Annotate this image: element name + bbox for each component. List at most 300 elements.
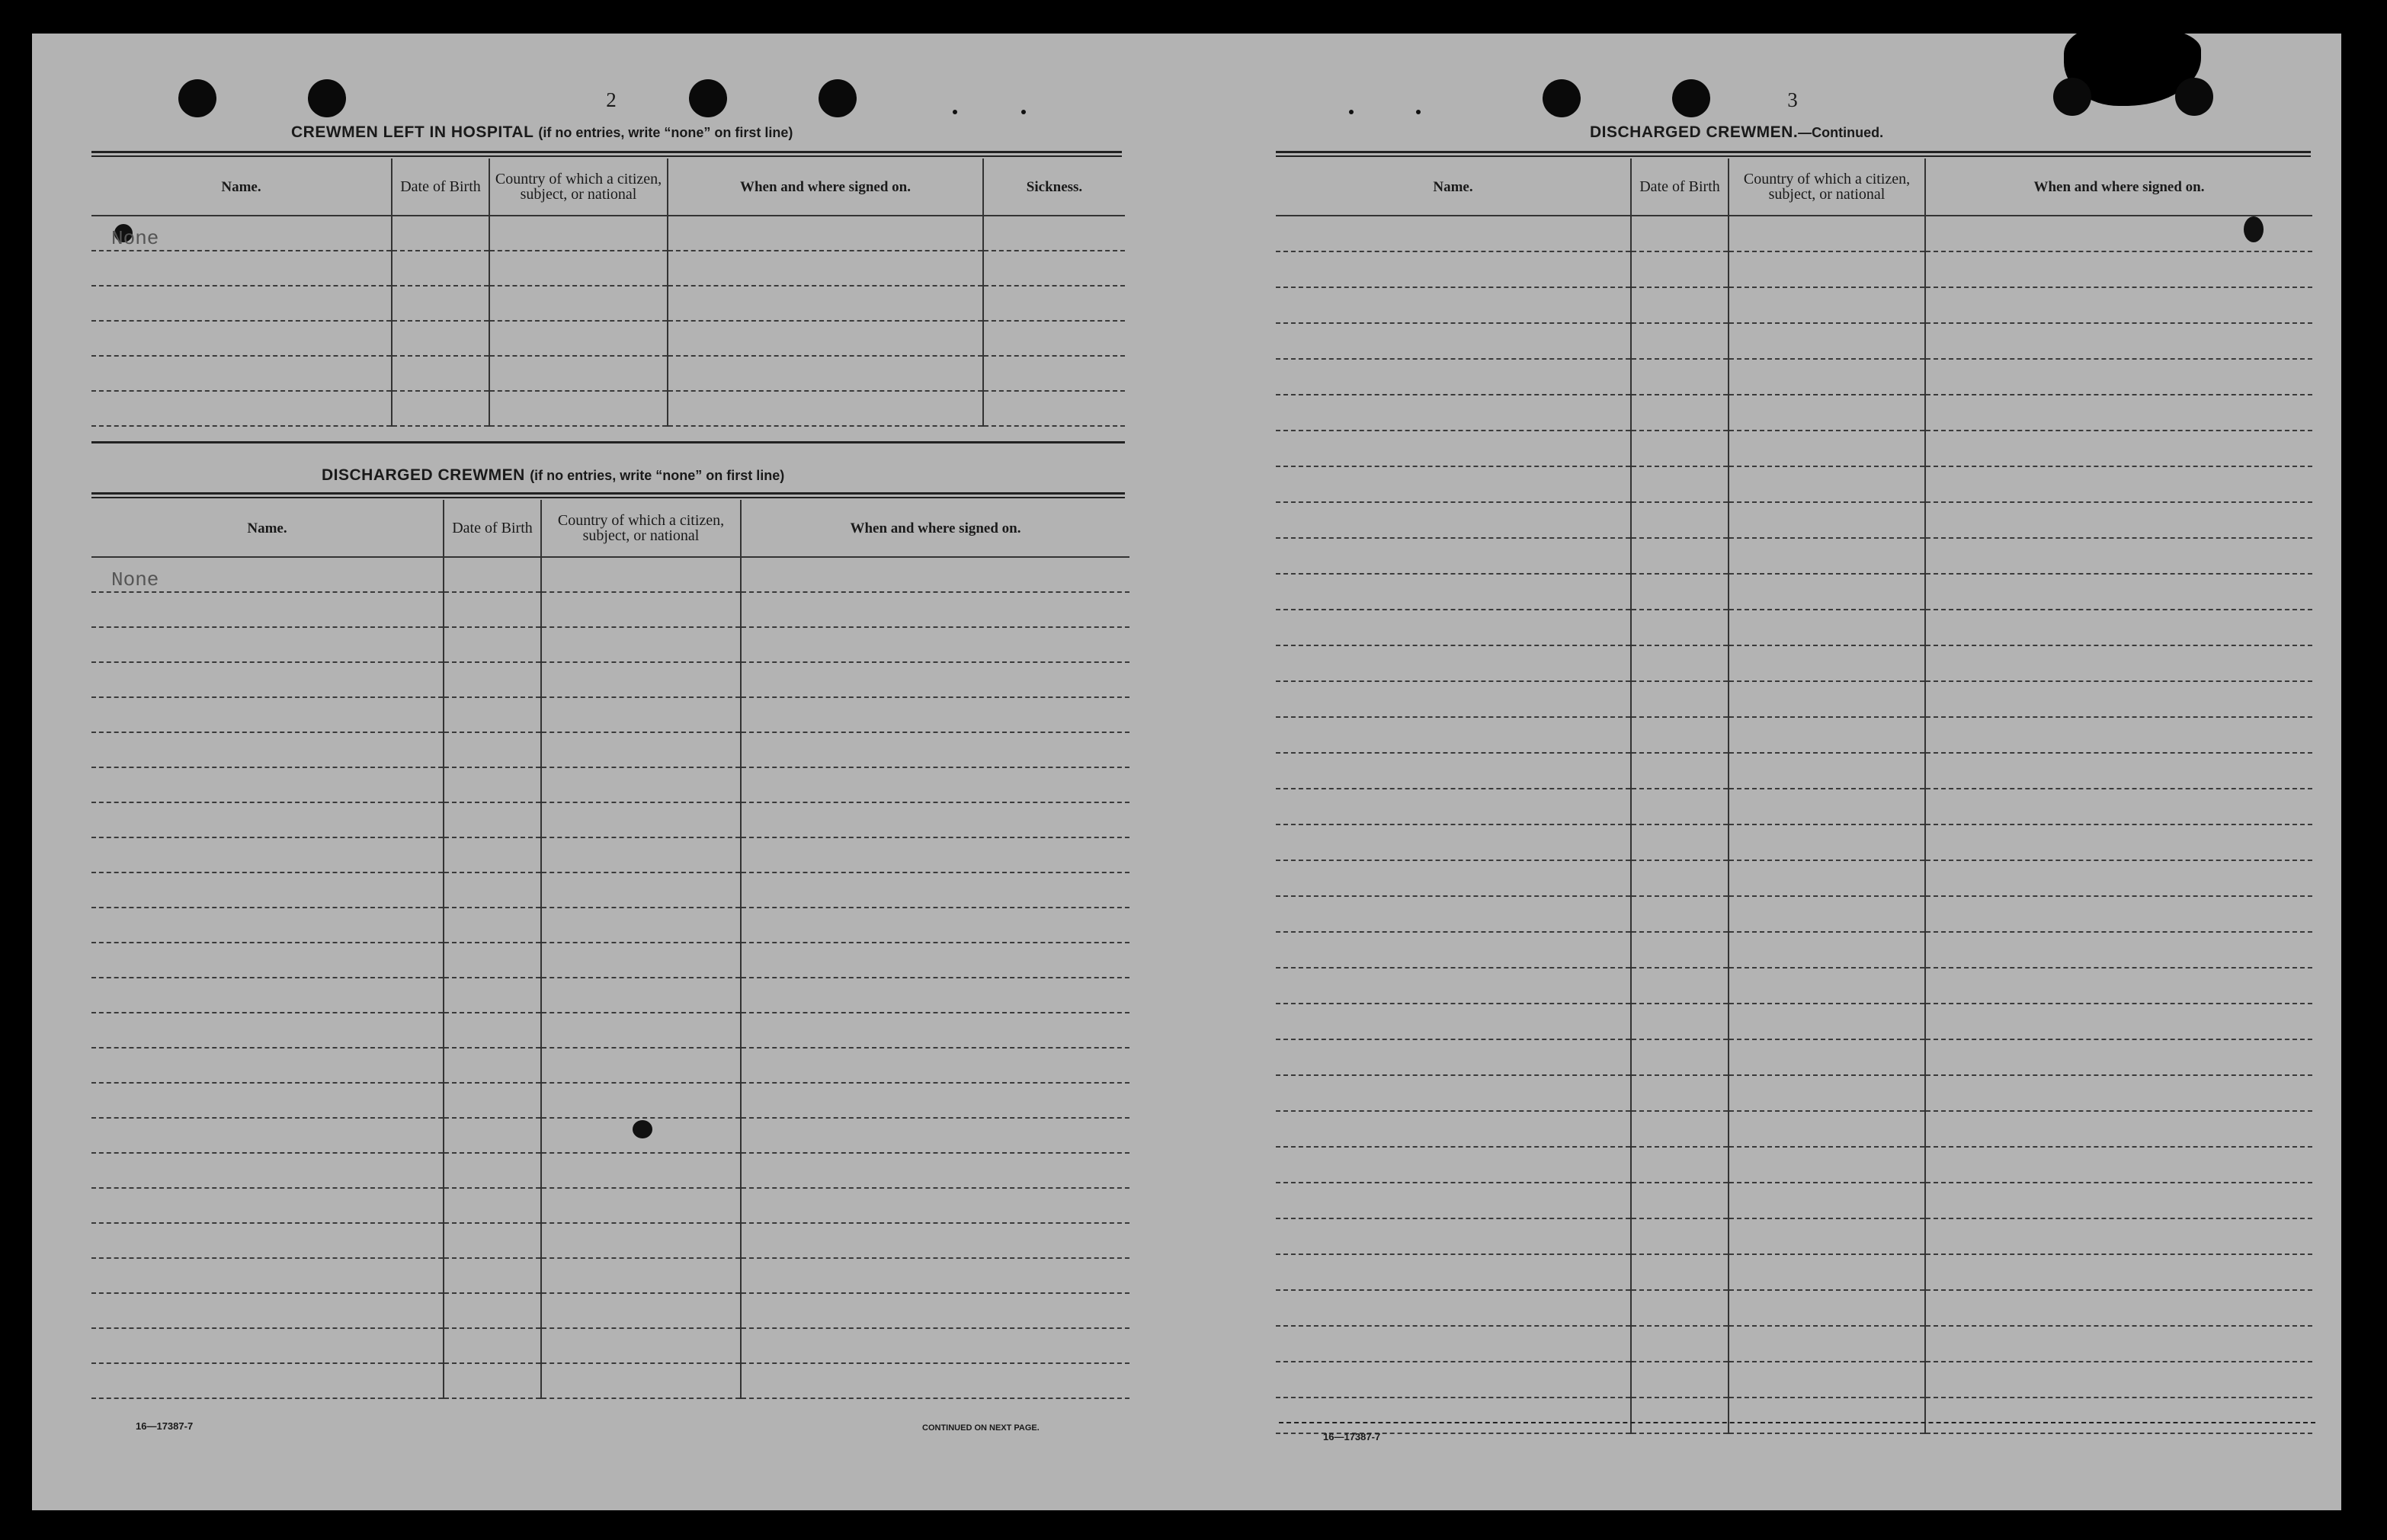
table-cell	[91, 356, 392, 391]
table-cell	[668, 251, 983, 286]
table-cell	[1631, 431, 1729, 466]
table-row	[91, 592, 1129, 627]
hospital-subtitle: (if no entries, write “none” on first line)	[538, 125, 793, 140]
table-cell	[1729, 789, 1925, 824]
discharged-continued-table	[1276, 158, 2312, 1434]
table-cell	[1729, 860, 1925, 896]
divider	[91, 155, 1122, 157]
table-cell	[1729, 502, 1925, 538]
table-row	[1276, 1326, 2312, 1362]
table-row	[91, 978, 1129, 1013]
table-cell	[1631, 1183, 1729, 1218]
table-cell	[1631, 1075, 1729, 1111]
hospital-section-title	[291, 123, 793, 142]
table-row	[1276, 1254, 2312, 1290]
table-cell	[444, 1083, 541, 1118]
table-cell	[91, 1188, 444, 1223]
table-cell	[1925, 466, 2312, 502]
form-number: 16—17387-7	[136, 1420, 194, 1432]
table-cell	[1729, 466, 1925, 502]
table-cell	[741, 872, 1129, 908]
table-cell	[741, 1118, 1129, 1153]
col-country: Country of which a citizen, subject, or national	[541, 500, 741, 557]
table-cell	[444, 697, 541, 732]
table-cell	[741, 802, 1129, 837]
col-name: Name.	[1276, 158, 1631, 216]
col-date-of-birth: Date of Birth	[1631, 158, 1729, 216]
table-cell	[1631, 1362, 1729, 1398]
table-cell	[541, 802, 741, 837]
table-cell	[541, 978, 741, 1013]
table-cell	[1729, 251, 1925, 287]
table-cell	[741, 557, 1129, 592]
table-cell	[741, 697, 1129, 732]
col-country: Country of which a citizen, subject, or national	[1729, 158, 1925, 216]
table-row	[91, 872, 1129, 908]
table-cell	[1925, 1398, 2312, 1433]
table-cell	[1925, 538, 2312, 574]
table-row	[1276, 789, 2312, 824]
table-cell	[741, 732, 1129, 767]
table-cell	[392, 391, 489, 426]
table-cell	[541, 1188, 741, 1223]
table-cell	[1925, 251, 2312, 287]
table-cell	[541, 943, 741, 978]
col-sickness: Sickness.	[983, 158, 1125, 216]
table-row	[1276, 466, 2312, 502]
table-cell	[1631, 502, 1729, 538]
table-cell	[1729, 645, 1925, 681]
table-cell	[1276, 216, 1631, 251]
table-cell	[1276, 251, 1631, 287]
table-cell	[1729, 287, 1925, 323]
table-cell	[741, 908, 1129, 943]
table-cell	[1276, 538, 1631, 574]
table-cell	[668, 286, 983, 321]
table-cell	[1925, 1362, 2312, 1398]
table-cell	[444, 1363, 541, 1398]
table-cell	[741, 1223, 1129, 1258]
table-cell	[1276, 610, 1631, 645]
table-cell	[541, 662, 741, 697]
table-cell	[1276, 681, 1631, 717]
table-cell	[444, 1188, 541, 1223]
table-row	[91, 802, 1129, 837]
table-cell	[444, 1223, 541, 1258]
table-cell	[983, 356, 1125, 391]
table-cell	[91, 1363, 444, 1398]
table-row	[1276, 717, 2312, 753]
table-cell	[741, 592, 1129, 627]
table-row	[1276, 610, 2312, 645]
table-row	[1276, 1147, 2312, 1183]
table-cell	[1631, 251, 1729, 287]
table-cell	[1729, 1326, 1925, 1362]
table-row	[1276, 645, 2312, 681]
continued-title: DISCHARGED CREWMEN.	[1590, 123, 1799, 141]
table-cell	[1729, 1398, 1925, 1433]
table-cell	[1729, 753, 1925, 789]
table-cell	[1631, 824, 1729, 860]
table-cell	[983, 321, 1125, 356]
table-cell	[444, 557, 541, 592]
table-cell	[91, 908, 444, 943]
table-cell	[1925, 1147, 2312, 1183]
table-cell	[741, 1293, 1129, 1328]
table-cell	[91, 286, 392, 321]
table-cell	[444, 1293, 541, 1328]
table-cell	[1276, 574, 1631, 610]
table-cell	[1729, 896, 1925, 932]
table-cell	[1925, 216, 2312, 251]
hospital-title: CREWMEN LEFT IN HOSPITAL	[291, 123, 534, 141]
table-cell	[91, 1153, 444, 1188]
table-cell	[1276, 1290, 1631, 1326]
table-row	[1276, 753, 2312, 789]
table-cell	[741, 1048, 1129, 1083]
table-cell	[91, 1048, 444, 1083]
table-row	[91, 908, 1129, 943]
table-row	[1276, 968, 2312, 1004]
table-row	[91, 251, 1125, 286]
table-cell	[1925, 1111, 2312, 1147]
table-cell	[1631, 323, 1729, 359]
table-cell	[1631, 216, 1729, 251]
table-cell	[91, 767, 444, 802]
table-cell	[1925, 287, 2312, 323]
table-cell	[91, 1013, 444, 1048]
table-cell	[741, 1258, 1129, 1293]
table-cell	[444, 627, 541, 662]
left-page	[32, 34, 1175, 1481]
table-cell	[1276, 1075, 1631, 1111]
table-cell	[1631, 789, 1729, 824]
table-cell	[1276, 1362, 1631, 1398]
table-row	[1276, 395, 2312, 431]
table-cell	[1276, 753, 1631, 789]
table-cell	[541, 767, 741, 802]
table-cell	[741, 1083, 1129, 1118]
divider	[1279, 1422, 2315, 1423]
table-row	[91, 391, 1125, 426]
table-cell	[444, 1153, 541, 1188]
col-name: Name.	[91, 158, 392, 216]
table-row	[1276, 502, 2312, 538]
table-row	[1276, 1218, 2312, 1254]
table-cell	[444, 1048, 541, 1083]
table-cell	[741, 1363, 1129, 1398]
table-cell	[1925, 502, 2312, 538]
table-cell	[1729, 717, 1925, 753]
table-cell	[1276, 466, 1631, 502]
table-cell	[1631, 860, 1729, 896]
table-row	[1276, 860, 2312, 896]
table-cell	[541, 1223, 741, 1258]
table-cell	[1729, 1111, 1925, 1147]
table-cell	[1631, 932, 1729, 968]
table-cell	[741, 1153, 1129, 1188]
table-cell	[91, 802, 444, 837]
hospital-table	[91, 158, 1125, 427]
table-cell	[91, 391, 392, 426]
table-cell	[1729, 932, 1925, 968]
table-cell	[1276, 1111, 1631, 1147]
table-cell	[1276, 645, 1631, 681]
table-cell	[741, 767, 1129, 802]
table-cell	[1925, 645, 2312, 681]
table-cell	[1729, 538, 1925, 574]
table-cell	[1276, 323, 1631, 359]
table-cell	[1729, 359, 1925, 395]
table-cell	[541, 908, 741, 943]
table-cell	[91, 251, 392, 286]
divider	[1276, 151, 2311, 153]
table-cell	[1729, 395, 1925, 431]
table-cell	[91, 978, 444, 1013]
table-cell	[1729, 968, 1925, 1004]
table-row	[91, 767, 1129, 802]
table-cell	[741, 1013, 1129, 1048]
table-cell	[1925, 789, 2312, 824]
table-row	[91, 662, 1129, 697]
page-number: 2	[606, 88, 617, 111]
col-signed-on: When and where signed on.	[1925, 158, 2312, 216]
table-cell	[1729, 323, 1925, 359]
table-cell: None	[91, 216, 392, 251]
table-cell	[1631, 645, 1729, 681]
table-cell	[668, 321, 983, 356]
table-cell	[1276, 502, 1631, 538]
table-cell: None	[91, 557, 444, 592]
col-signed-on: When and where signed on.	[668, 158, 983, 216]
table-row	[1276, 1183, 2312, 1218]
table-row	[1276, 431, 2312, 466]
table-cell	[1729, 1218, 1925, 1254]
table-row	[1276, 1362, 2312, 1398]
table-cell	[1276, 1326, 1631, 1362]
table-cell	[444, 978, 541, 1013]
table-cell	[91, 1118, 444, 1153]
table-cell	[741, 662, 1129, 697]
divider	[91, 497, 1125, 498]
table-cell	[489, 251, 668, 286]
table-cell	[1729, 1147, 1925, 1183]
table-cell	[1925, 824, 2312, 860]
table-cell	[741, 1328, 1129, 1363]
table-cell	[741, 978, 1129, 1013]
table-row	[1276, 1075, 2312, 1111]
table-cell	[1276, 1218, 1631, 1254]
continued-suffix: —Continued.	[1798, 125, 1884, 140]
table-cell	[541, 1258, 741, 1293]
table-cell	[541, 1118, 741, 1153]
table-cell	[1276, 395, 1631, 431]
table-row	[91, 557, 1129, 592]
table-row	[91, 1153, 1129, 1188]
table-cell	[1631, 359, 1729, 395]
table-cell	[1729, 1004, 1925, 1039]
table-cell	[741, 627, 1129, 662]
table-cell	[1925, 1326, 2312, 1362]
table-row	[1276, 216, 2312, 251]
table-cell	[1925, 395, 2312, 431]
table-cell	[1631, 1398, 1729, 1433]
table-cell	[1729, 574, 1925, 610]
table-cell	[1729, 216, 1925, 251]
table-cell	[1276, 717, 1631, 753]
table-cell	[1276, 789, 1631, 824]
table-cell	[541, 1328, 741, 1363]
table-cell	[541, 1048, 741, 1083]
table-cell	[91, 592, 444, 627]
table-cell	[1925, 968, 2312, 1004]
continued-section-title	[1590, 123, 1883, 142]
table-cell	[444, 1258, 541, 1293]
table-cell	[1729, 1290, 1925, 1326]
table-row	[91, 1223, 1129, 1258]
table-cell	[1631, 896, 1729, 932]
table-cell	[489, 286, 668, 321]
table-cell	[541, 592, 741, 627]
table-cell	[1631, 1326, 1729, 1362]
table-cell	[1276, 1004, 1631, 1039]
table-cell	[444, 662, 541, 697]
table-cell	[541, 557, 741, 592]
table-cell	[444, 1118, 541, 1153]
table-cell	[1729, 681, 1925, 717]
table-cell	[1276, 896, 1631, 932]
table-row	[1276, 287, 2312, 323]
divider	[91, 492, 1125, 495]
table-cell	[1276, 932, 1631, 968]
discharged-table	[91, 500, 1129, 1399]
table-cell	[1631, 1218, 1729, 1254]
table-cell	[1631, 466, 1729, 502]
table-cell	[91, 872, 444, 908]
table-row	[91, 697, 1129, 732]
table-cell	[1925, 323, 2312, 359]
table-cell	[983, 286, 1125, 321]
table-cell	[1925, 1254, 2312, 1290]
table-cell	[541, 1293, 741, 1328]
table-cell	[1631, 1111, 1729, 1147]
table-row	[91, 1188, 1129, 1223]
discharged-section-title	[322, 466, 784, 485]
table-cell	[541, 1153, 741, 1188]
table-cell	[444, 592, 541, 627]
table-cell	[444, 943, 541, 978]
table-cell	[1631, 1147, 1729, 1183]
table-row	[1276, 1039, 2312, 1075]
table-row	[91, 216, 1125, 251]
table-cell	[1631, 1039, 1729, 1075]
table-cell	[444, 767, 541, 802]
table-row	[91, 1048, 1129, 1083]
table-cell	[1925, 359, 2312, 395]
table-cell	[444, 732, 541, 767]
table-cell	[91, 1083, 444, 1118]
table-cell	[1276, 1039, 1631, 1075]
table-row	[91, 321, 1125, 356]
table-cell	[91, 943, 444, 978]
table-cell	[392, 251, 489, 286]
table-row	[1276, 896, 2312, 932]
table-cell	[444, 802, 541, 837]
table-cell	[392, 321, 489, 356]
table-row	[91, 1013, 1129, 1048]
table-cell	[489, 216, 668, 251]
table-row	[91, 627, 1129, 662]
col-country: Country of which a citizen, subject, or national	[489, 158, 668, 216]
table-cell	[1276, 1147, 1631, 1183]
table-cell	[91, 662, 444, 697]
form-number: 16—17387-7	[1323, 1431, 1381, 1442]
table-cell	[489, 391, 668, 426]
table-cell	[1925, 574, 2312, 610]
table-row	[1276, 359, 2312, 395]
table-cell	[1925, 1075, 2312, 1111]
col-name: Name.	[91, 500, 444, 557]
table-cell	[91, 1223, 444, 1258]
divider	[1276, 155, 2311, 157]
table-cell	[1631, 1290, 1729, 1326]
page-number: 3	[1787, 88, 1798, 111]
table-cell	[541, 732, 741, 767]
table-cell	[983, 216, 1125, 251]
table-cell	[444, 872, 541, 908]
table-row	[91, 1328, 1129, 1363]
table-cell	[91, 1258, 444, 1293]
table-row	[91, 732, 1129, 767]
col-date-of-birth: Date of Birth	[392, 158, 489, 216]
table-row	[1276, 323, 2312, 359]
table-cell	[1729, 1254, 1925, 1290]
table-cell	[1276, 287, 1631, 323]
table-cell	[91, 1328, 444, 1363]
table-cell	[1276, 1398, 1631, 1433]
table-cell	[1925, 1218, 2312, 1254]
table-cell	[91, 1293, 444, 1328]
table-row	[1276, 1398, 2312, 1433]
table-row	[1276, 1290, 2312, 1326]
table-cell	[983, 251, 1125, 286]
table-cell	[1631, 610, 1729, 645]
table-cell	[1276, 431, 1631, 466]
table-row	[91, 1083, 1129, 1118]
table-cell	[489, 321, 668, 356]
table-cell	[1925, 1039, 2312, 1075]
table-cell	[1276, 968, 1631, 1004]
table-cell	[1729, 824, 1925, 860]
discharged-title: DISCHARGED CREWMEN	[322, 466, 525, 484]
table-cell	[1276, 1183, 1631, 1218]
table-cell	[444, 1013, 541, 1048]
table-cell	[1631, 717, 1729, 753]
table-cell	[1631, 287, 1729, 323]
table-row	[91, 837, 1129, 872]
table-cell	[1925, 1183, 2312, 1218]
table-cell	[1631, 968, 1729, 1004]
table-cell	[1925, 932, 2312, 968]
table-row	[1276, 574, 2312, 610]
discharged-subtitle: (if no entries, write “none” on first line)	[530, 468, 785, 483]
table-cell	[541, 697, 741, 732]
table-cell	[1925, 681, 2312, 717]
table-cell	[541, 837, 741, 872]
table-cell	[1925, 717, 2312, 753]
table-cell	[741, 943, 1129, 978]
table-row	[91, 1258, 1129, 1293]
